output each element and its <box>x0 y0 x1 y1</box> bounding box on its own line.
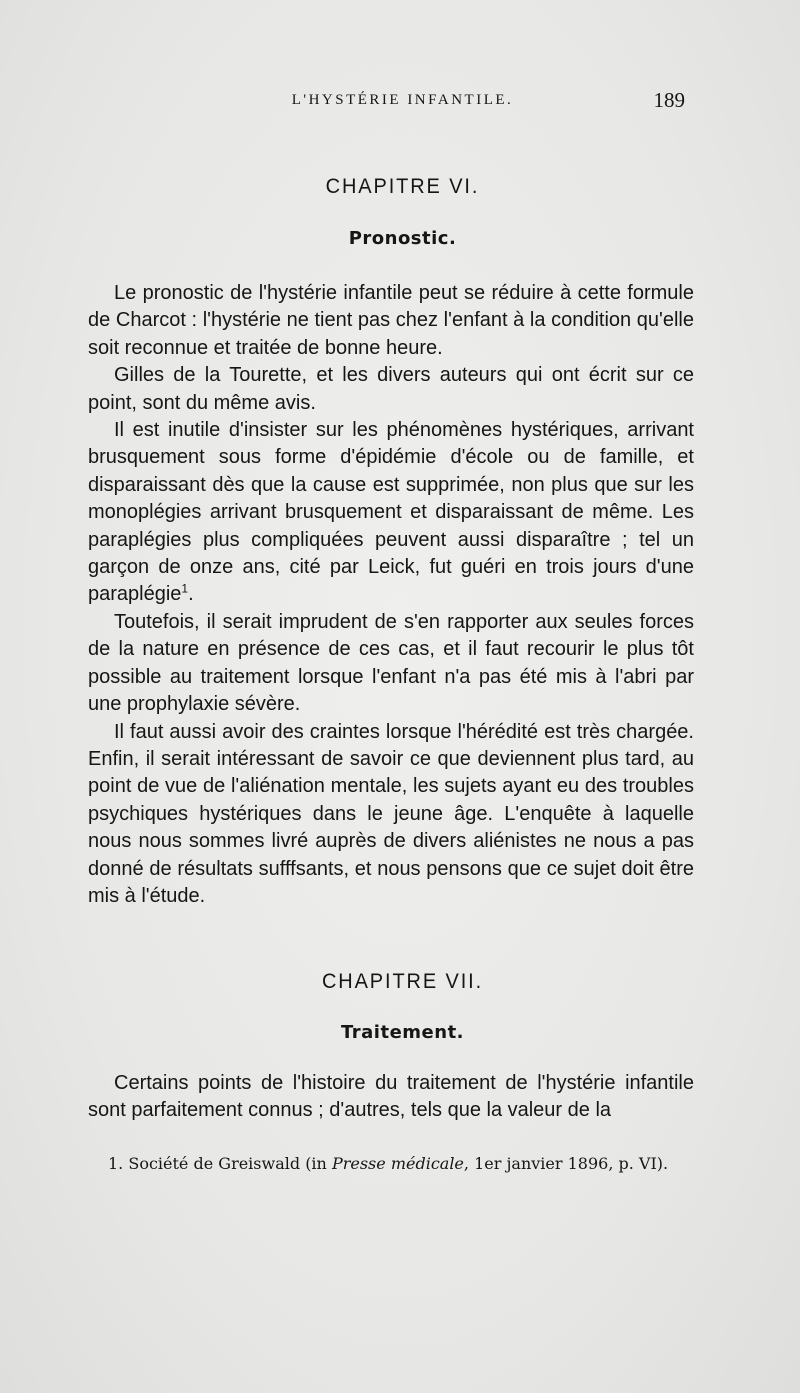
footnotes <box>88 1152 694 1176</box>
chapter-7-body <box>88 1070 694 1125</box>
section-title: Traitement. <box>340 1022 465 1043</box>
chapter-title: CHAPITRE VII. <box>321 970 484 993</box>
paragraph <box>88 417 694 609</box>
paragraph: Certains points de l'histoire du traitement de l'hystérie infantile sont parfaitement connus ; d'autres, tels que la valeur de la <box>88 1072 694 1122</box>
running-title: L'HYSTÉRIE INFANTILE. <box>291 92 514 108</box>
chapter-title: CHAPITRE VI. <box>325 175 480 198</box>
footnote-number: 1. <box>108 1154 124 1173</box>
footnote <box>88 1152 694 1176</box>
paragraph: Toutefois, il serait imprudent de s'en rapporter aux seules forces de la nature en présence de ces cas, et il faut recourir le plus tôt possible au traitement lorsque l'enfant n'a pas été mis à l'abri par une prophylaxie sévère. <box>88 610 694 716</box>
section-title: Pronostic. <box>348 228 457 249</box>
footnote-text-after: , 1er janvier 1896, p. VI). <box>463 1154 669 1173</box>
paragraph: Il faut aussi avoir des craintes lorsque l'hérédité est très chargée. Enfin, il serait intéressant de savoir ce que deviennent plus tard, au point de vue de l'aliénation mentale, les sujets ayant eu des troubles psychiques hystériques dans le jeune âge. L'enquête à laquelle nous nous sommes livré auprès de divers aliénistes ne nous a pas donné de résultats sufffsants, et nous pensons que ce sujet doit être mis à l'étude. <box>88 720 694 907</box>
footnote-reference[interactable]: 1 <box>181 581 189 596</box>
page-number: 189 <box>653 88 685 112</box>
footnote-text: Société de Greiswald (in <box>128 1154 327 1173</box>
paragraph: Gilles de la Tourette, et les divers auteurs qui ont écrit sur ce point, sont du même avis. <box>88 364 694 414</box>
paragraph: Le pronostic de l'hystérie infantile peut se réduire à cette formule de Charcot : l'hystérie ne tient pas chez l'enfant à la condition qu'elle soit reconnue et traitée de bonne heure. <box>88 282 694 359</box>
paragraph-tail: . <box>188 583 194 606</box>
paragraph-text: Il est inutile d'insister sur les phénomènes hystériques, arrivant brusquement sous forme d'épidémie d'école ou de famille, et disparaissant dès que la cause est supprimée, non plus que sur les monoplégies arrivant brusquement et disparaissant de même. Les paraplégies plus compliquées peuvent aussi disparaître ; tel un garçon de onze ans, cité par Leick, fut guéri en trois jours d'une paraplégie <box>88 419 694 606</box>
running-head <box>110 88 695 114</box>
footnote-journal-title: Presse médicale <box>331 1154 464 1173</box>
chapter-6-body <box>88 280 694 910</box>
